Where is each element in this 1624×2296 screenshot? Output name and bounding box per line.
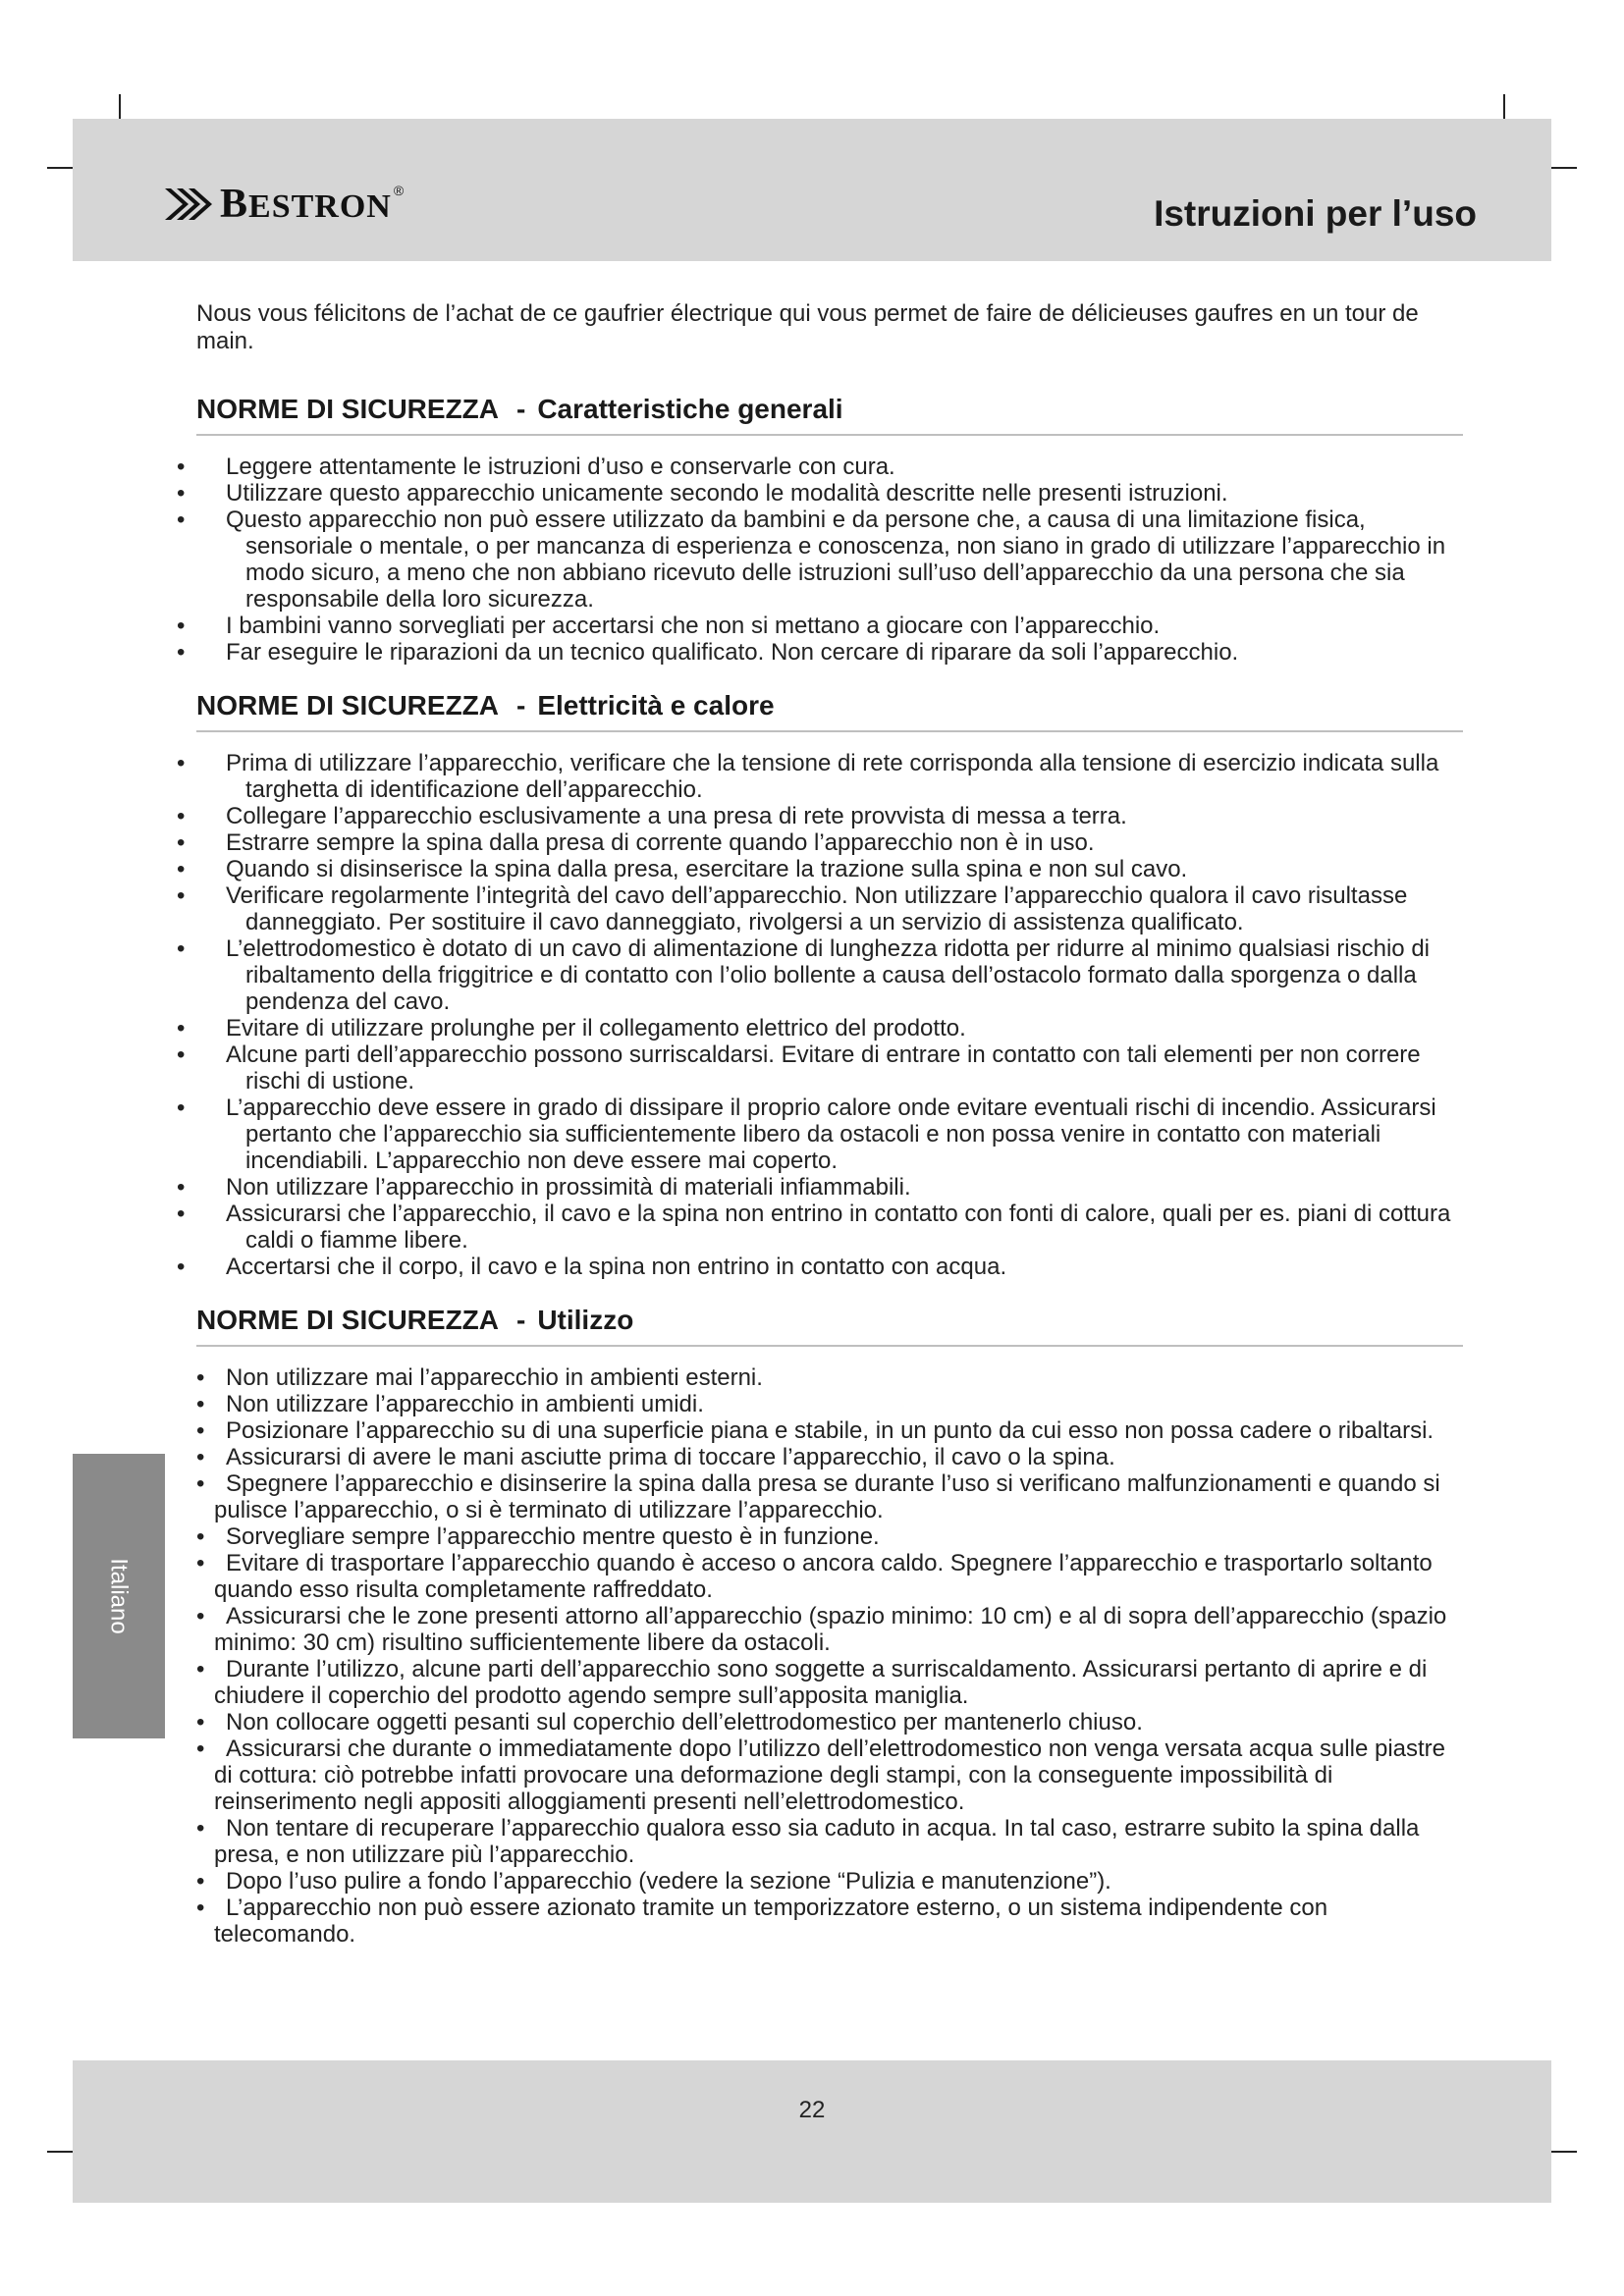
list-item: • Questo apparecchio non può essere utilizzato da bambini e da persone che, a causa di una limitazione fisica, sensoriale o mentale, o per mancanza di esperienza e conoscenza, non siano in grado di utilizzare l’apparecchio in modo sicuro, a meno che non abbiano ricevuto delle istruzioni sull’uso dell’apparecchio da una persona che sia responsabile della loro sicurezza. — [196, 507, 1463, 613]
list-item: • Prima di utilizzare l’apparecchio, verificare che la tensione di rete corrisponda alla tensione di esercizio indicata sulla targhetta di identificazione dell’apparecchio. — [196, 750, 1463, 803]
list-item: • L’apparecchio deve essere in grado di dissipare il proprio calore onde evitare eventuali rischi di incendio. Assicurarsi pertanto che l’apparecchio sia sufficientemente libero da ostacoli e non possa venire in contatto con materiali incendiabili. L’apparecchio non deve essere mai coperto. — [196, 1095, 1463, 1174]
brand-chevron-icon — [163, 183, 218, 226]
brand-wordmark: BESTRON — [220, 182, 392, 227]
intro-paragraph: Nous vous félicitons de l’achat de ce gaufrier électrique qui vous permet de faire de délicieuses gaufres en un tour de main. — [196, 300, 1419, 354]
main-content — [196, 300, 1463, 1948]
list-item: • Verificare regolarmente l’integrità del cavo dell’apparecchio. Non utilizzare l’apparecchio qualora il cavo risultasse danneggiato. Per sostituire il cavo danneggiato, rivolgersi a un servizio di assistenza qualificato. — [196, 882, 1463, 935]
language-tab — [73, 1454, 165, 1738]
list-item: • Assicurarsi di avere le mani asciutte prima di toccare l’apparecchio, il cavo o la spina. — [196, 1444, 1463, 1470]
list-item: • Quando si disinserisce la spina dalla presa, esercitare la trazione sulla spina e non sul cavo. — [196, 856, 1463, 882]
list-item: • Alcune parti dell’apparecchio possono surriscaldarsi. Evitare di entrare in contatto con tali elementi per non correre rischi di ustione. — [196, 1041, 1463, 1095]
section-heading: NORME DI SICUREZZA - Elettricità e calore — [196, 689, 1463, 732]
list-item: • Sorvegliare sempre l’apparecchio mentre questo è in funzione. — [196, 1523, 1463, 1550]
brand-logo — [163, 180, 404, 229]
list-item: • Assicurarsi che durante o immediatamente dopo l’utilizzo dell’elettrodomestico non venga versata acqua sulle piastre di cottura: ciò potrebbe infatti provocare una deformazione degli stampi, con la conseguente impossibilità di reinserimento negli appositi alloggiamenti presenti nell’elettrodomestico. — [196, 1735, 1463, 1815]
list-item: • Dopo l’uso pulire a fondo l’apparecchio (vedere la sezione “Pulizia e manutenzione”). — [196, 1868, 1463, 1895]
list-item: • Evitare di utilizzare prolunghe per il collegamento elettrico del prodotto. — [196, 1015, 1463, 1041]
list-item: • Spegnere l’apparecchio e disinserire la spina dalla presa se durante l’uso si verificano malfunzionamenti e quando si pulisce l’apparecchio, o si è terminato di utilizzare l’apparecchio. — [196, 1470, 1463, 1523]
section-heading: NORME DI SICUREZZA - Utilizzo — [196, 1304, 1463, 1347]
list-item: • Non tentare di recuperare l’apparecchio qualora esso sia caduto in acqua. In tal caso, estrarre subito la spina dalla presa, e non utilizzare più l’apparecchio. — [196, 1815, 1463, 1868]
registered-mark: ® — [393, 183, 405, 198]
list-item: • Accertarsi che il corpo, il cavo e la spina non entrino in contatto con acqua. — [196, 1254, 1463, 1280]
section-usage — [196, 1304, 1463, 1948]
list-item: • Evitare di trasportare l’apparecchio quando è acceso o ancora caldo. Spegnere l’apparecchio e trasportarlo soltanto quando esso risulta completamente raffreddato. — [196, 1550, 1463, 1603]
page-number: 22 — [798, 2097, 826, 2123]
list-item: • Non collocare oggetti pesanti sul coperchio dell’elettrodomestico per mantenerlo chiuso. — [196, 1709, 1463, 1735]
list-item: • L’apparecchio non può essere azionato tramite un temporizzatore esterno, o un sistema indipendente con telecomando. — [196, 1895, 1463, 1948]
list-item: • Assicurarsi che le zone presenti attorno all’apparecchio (spazio minimo: 10 cm) e al di sopra dell’apparecchio (spazio minimo: 30 cm) risultino sufficientemente libere da ostacoli. — [196, 1603, 1463, 1656]
bullet-list — [196, 750, 1463, 1280]
page-title: Istruzioni per l’uso — [1154, 193, 1477, 234]
header-band — [73, 119, 1551, 261]
list-item: • Utilizzare questo apparecchio unicamente secondo le modalità descritte nelle presenti istruzioni. — [196, 480, 1463, 507]
list-item: • Collegare l’apparecchio esclusivamente a una presa di rete provvista di messa a terra. — [196, 803, 1463, 829]
list-item: • Non utilizzare l’apparecchio in prossimità di materiali infiammabili. — [196, 1174, 1463, 1201]
list-item: • Posizionare l’apparecchio su di una superficie piana e stabile, in un punto da cui esso non possa cadere o ribaltarsi. — [196, 1417, 1463, 1444]
list-item: • Non utilizzare l’apparecchio in ambienti umidi. — [196, 1391, 1463, 1417]
list-item: • I bambini vanno sorvegliati per accertarsi che non si mettano a giocare con l’apparecchio. — [196, 613, 1463, 639]
footer-band — [73, 2060, 1551, 2203]
list-item: • Leggere attentamente le istruzioni d’uso e conservarle con cura. — [196, 454, 1463, 480]
list-item: • Estrarre sempre la spina dalla presa di corrente quando l’apparecchio non è in uso. — [196, 829, 1463, 856]
list-item: • L’elettrodomestico è dotato di un cavo di alimentazione di lunghezza ridotta per ridurre al minimo qualsiasi rischio di ribaltamento della friggitrice e di contatto con l’olio bollente a causa dell’ostacolo formato dalla sporgenza o dalla pendenza del cavo. — [196, 935, 1463, 1015]
section-general — [196, 393, 1463, 666]
section-heading: NORME DI SICUREZZA - Caratteristiche generali — [196, 393, 1463, 436]
bullet-list — [196, 454, 1463, 666]
bullet-list — [196, 1364, 1463, 1948]
list-item: • Assicurarsi che l’apparecchio, il cavo e la spina non entrino in contatto con fonti di calore, quali per es. piani di cottura caldi o fiamme libere. — [196, 1201, 1463, 1254]
list-item: • Non utilizzare mai l’apparecchio in ambienti esterni. — [196, 1364, 1463, 1391]
list-item: • Durante l’utilizzo, alcune parti dell’apparecchio sono soggette a surriscaldamento. Assicurarsi pertanto di aprire e di chiudere il coperchio del prodotto agendo sempre sull’apposita maniglia. — [196, 1656, 1463, 1709]
section-electricity — [196, 689, 1463, 1280]
language-tab-label: Italiano — [105, 1558, 133, 1634]
list-item: • Far eseguire le riparazioni da un tecnico qualificato. Non cercare di riparare da soli l’apparecchio. — [196, 639, 1463, 666]
